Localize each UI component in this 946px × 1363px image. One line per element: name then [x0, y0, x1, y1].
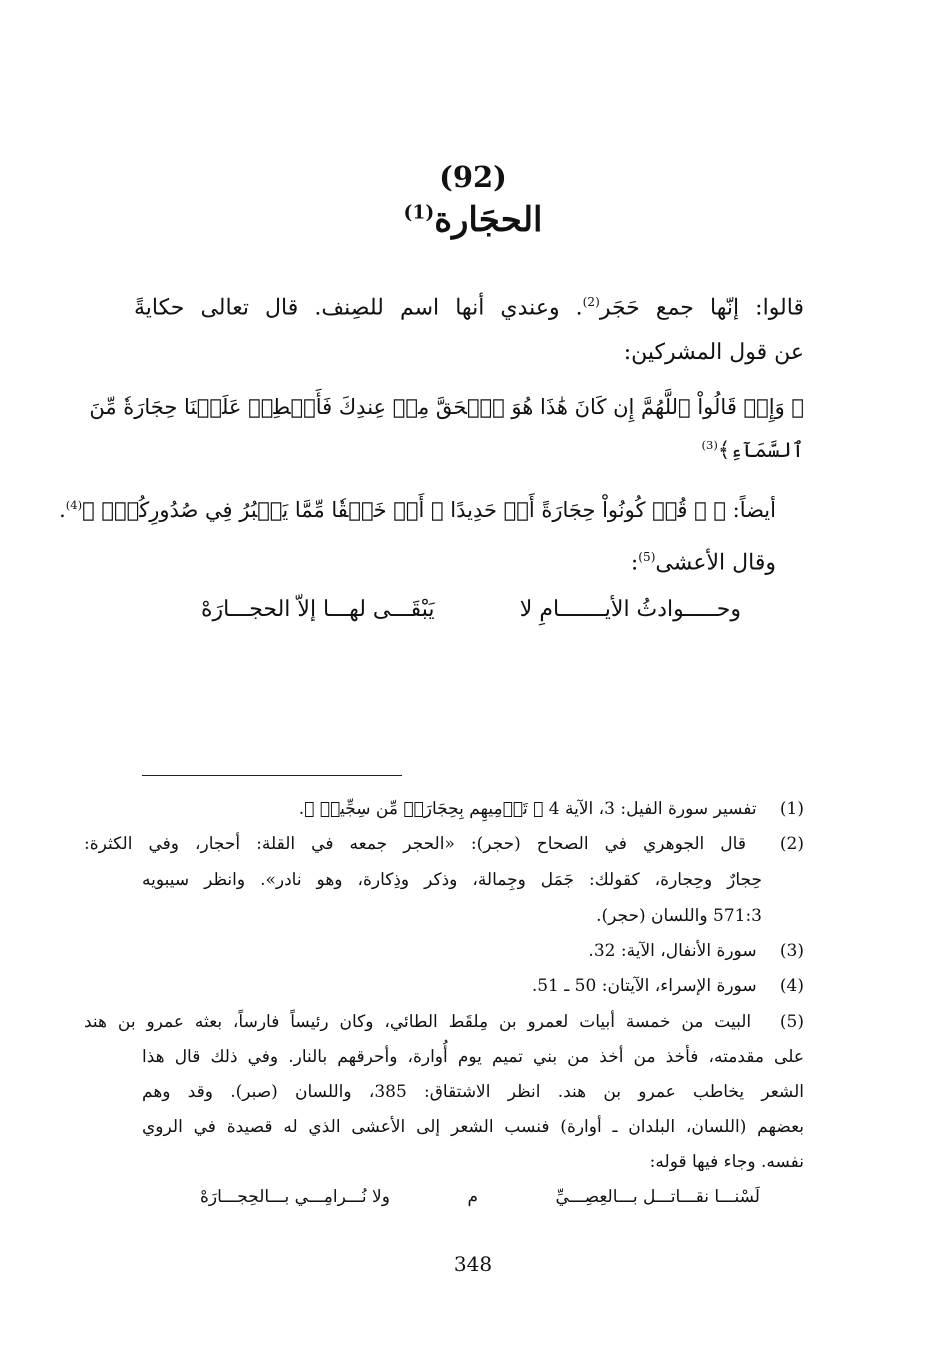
quran-verse-1-line-1: ﴿ وَإِذۡ قَالُواْ ٱللَّهُمَّ إِن كَانَ هَٰذَا هُوَ ٱلۡحَقَّ مِنۡ عِندِكَ فَأَمۡطِرۡ عَلَيۡنَا حِجَارَةٗ مِّنَ — [89, 395, 804, 419]
footnote-1 — [84, 796, 804, 822]
footnote-2-line-3: 571:3 واللسان (حجر). — [596, 906, 762, 926]
footnote-separator — [142, 775, 402, 776]
footnote-5-line-3: الشعر يخاطب عمرو بن هند. انظر الاشتقاق: 385، واللسان (صبر). وقد وهم — [142, 1082, 804, 1102]
page-number: 348 — [453, 1252, 493, 1276]
footnote-ref-5: (5) — [638, 550, 656, 564]
footnote-text: سورة الأنفال، الآية: 32. — [588, 941, 757, 961]
footnote-5-line-1 — [84, 1009, 804, 1035]
quran-verse-1-line-2 — [134, 430, 804, 465]
verse-second-hemistich: ولا نُـــرامِـــي بـــالحِجـــارَهْ — [200, 1187, 390, 1207]
footnote-ref-3: (3) — [701, 438, 718, 452]
footnote-number: (4) — [779, 976, 804, 996]
body-text: : — [630, 550, 639, 576]
verse-end-mark: م — [467, 1187, 478, 1207]
footnote-4 — [84, 973, 804, 999]
footnote-text: تفسير سورة الفيل: 3، الآية 4 ﴿ تَرۡمِيهِم بِحِجَارَةٖ مِّن سِجِّيلٖ ﴾. — [298, 799, 757, 819]
body-text: قالوا: إنّها جمع حَجَر — [599, 295, 804, 321]
footnote-poetry-verse — [200, 1187, 760, 1207]
footnote-number: (1) — [779, 799, 804, 819]
footnote-ref-1: (1) — [403, 201, 435, 224]
entry-number: (92) — [439, 160, 507, 194]
footnote-text: قال الجوهري في الصحاح (حجر): «الحجر جمعه في القلة: أحجار، وفي الكثرة: — [84, 834, 746, 854]
body-line-1 — [134, 287, 804, 323]
quran-verse-2 — [59, 490, 776, 525]
body-text: . وعندي أنها اسم للصِنف. قال تعالى حكايةً — [134, 295, 583, 321]
body-text: وقال الأعشى — [655, 550, 776, 576]
footnote-ref-4: (4) — [65, 498, 83, 512]
footnote-5-line-5: نفسه. وجاء فيها قوله: — [649, 1152, 804, 1172]
asha-intro — [106, 542, 776, 578]
quran-text: ٱلسَّمَآءِ﴾ — [717, 438, 804, 462]
poetry-verse — [201, 597, 741, 622]
body-text: . — [59, 498, 66, 522]
footnote-number: (5) — [779, 1012, 804, 1032]
footnote-number: (3) — [779, 941, 804, 961]
verse-first-hemistich: وحـــــوادثُ الأيـــــــامِ لا — [519, 597, 741, 622]
footnote-5-line-2: على مقدمته، فأخذ من أخذ من بني تميم يوم أُوارة، وأحرقهم بالنار. وفي ذلك قال هذا — [142, 1047, 804, 1067]
footnote-2-line-1 — [84, 831, 804, 857]
body-line-2: عن قول المشركين: — [623, 340, 804, 365]
footnote-2-line-2: حِجارٌ وحِجارة، كقولك: جَمَل وجِمالة، وذكر وذِكارة، وهو نادر». وانظر سيبويه — [142, 870, 762, 890]
footnote-number: (2) — [779, 834, 804, 854]
verse-first-hemistich: لَسْنـــا نقـــاتـــل بـــالعِصِـــيِّ — [555, 1187, 760, 1207]
footnote-text: البيت من خمسة أبيات لعمرو بن مِلقَط الطائي، وكان رئيساً فارساً، بعثه عمرو بن هند — [84, 1012, 752, 1032]
verse-second-hemistich: يَبْقَـــى لهـــا إلاّ الحجـــارَهْ — [201, 597, 435, 622]
footnote-3 — [84, 938, 804, 964]
entry-title — [0, 200, 946, 240]
quran-text: أيضاً: ﴿ ۞ قُلۡ كُونُواْ حِجَارَةً أَوۡ حَدِيدًا ۞ أَوۡ خَلۡقٗا مِّمَّا يَكۡبُرُ فِي صُدُورِكُمۡۚ ﴾ — [82, 498, 776, 522]
entry-title-text: الحجَارة — [434, 200, 543, 240]
footnote-text: سورة الإسراء، الآيتان: 50 ـ 51. — [531, 976, 757, 996]
footnote-ref-2: (2) — [582, 295, 600, 309]
footnote-5-line-4: بعضهم (اللسان، البلدان ـ أوارة) فنسب الشعر إلى الأعشى الذي له قصيدة في الروي — [142, 1117, 805, 1137]
